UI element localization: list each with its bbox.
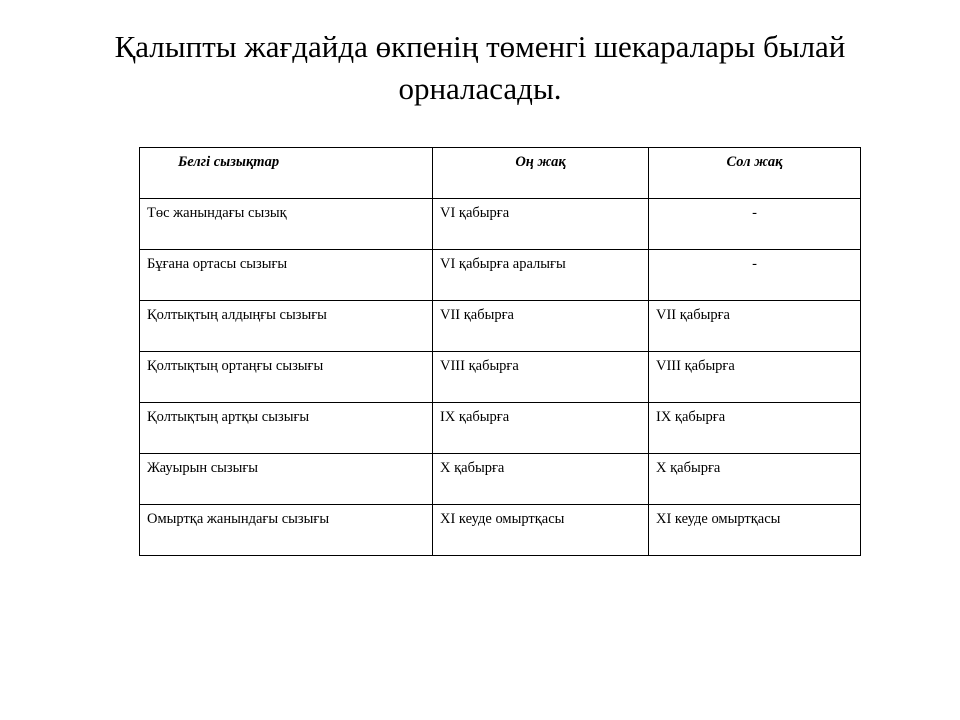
cell-line-name: Қолтықтың ортаңғы сызығы: [140, 352, 433, 403]
table-row: [140, 250, 861, 301]
cell-right-side: VI қабырға аралығы: [433, 250, 649, 301]
table-row: [140, 403, 861, 454]
cell-left-side: -: [649, 250, 861, 301]
cell-left-side: IX қабырға: [649, 403, 861, 454]
cell-right-side: VI қабырға: [433, 199, 649, 250]
cell-left-side: VIII қабырға: [649, 352, 861, 403]
cell-right-side: VIII қабырға: [433, 352, 649, 403]
header-reference-lines: Белгі сызықтар: [140, 148, 433, 199]
cell-line-name: Бұғана ортасы сызығы: [140, 250, 433, 301]
slide-title-line-1: Қалыпты жағдайда өкпенің төменгі шекаралары былай: [114, 29, 846, 64]
cell-right-side: VII қабырға: [433, 301, 649, 352]
cell-right-side: XI кеуде омыртқасы: [433, 505, 649, 556]
cell-line-name: Жауырын сызығы: [140, 454, 433, 505]
cell-line-name: Омыртқа жанындағы сызығы: [140, 505, 433, 556]
cell-line-name: Төс жанындағы сызық: [140, 199, 433, 250]
header-left-side: Сол жақ: [649, 148, 861, 199]
cell-left-side: XI кеуде омыртқасы: [649, 505, 861, 556]
lung-borders-table: [139, 147, 861, 556]
table-row: [140, 352, 861, 403]
cell-left-side: X қабырға: [649, 454, 861, 505]
table-row: [140, 505, 861, 556]
table-row: [140, 454, 861, 505]
slide-title-line-2: орналасады.: [398, 71, 562, 106]
cell-line-name: Қолтықтың артқы сызығы: [140, 403, 433, 454]
table-row: [140, 301, 861, 352]
table-row: [140, 199, 861, 250]
cell-left-side: -: [649, 199, 861, 250]
cell-line-name: Қолтықтың алдыңғы сызығы: [140, 301, 433, 352]
table-header-row: [140, 148, 861, 199]
cell-left-side: VII қабырға: [649, 301, 861, 352]
header-right-side: Оң жақ: [433, 148, 649, 199]
cell-right-side: X қабырға: [433, 454, 649, 505]
cell-right-side: IX қабырға: [433, 403, 649, 454]
slide-title: [0, 26, 960, 110]
